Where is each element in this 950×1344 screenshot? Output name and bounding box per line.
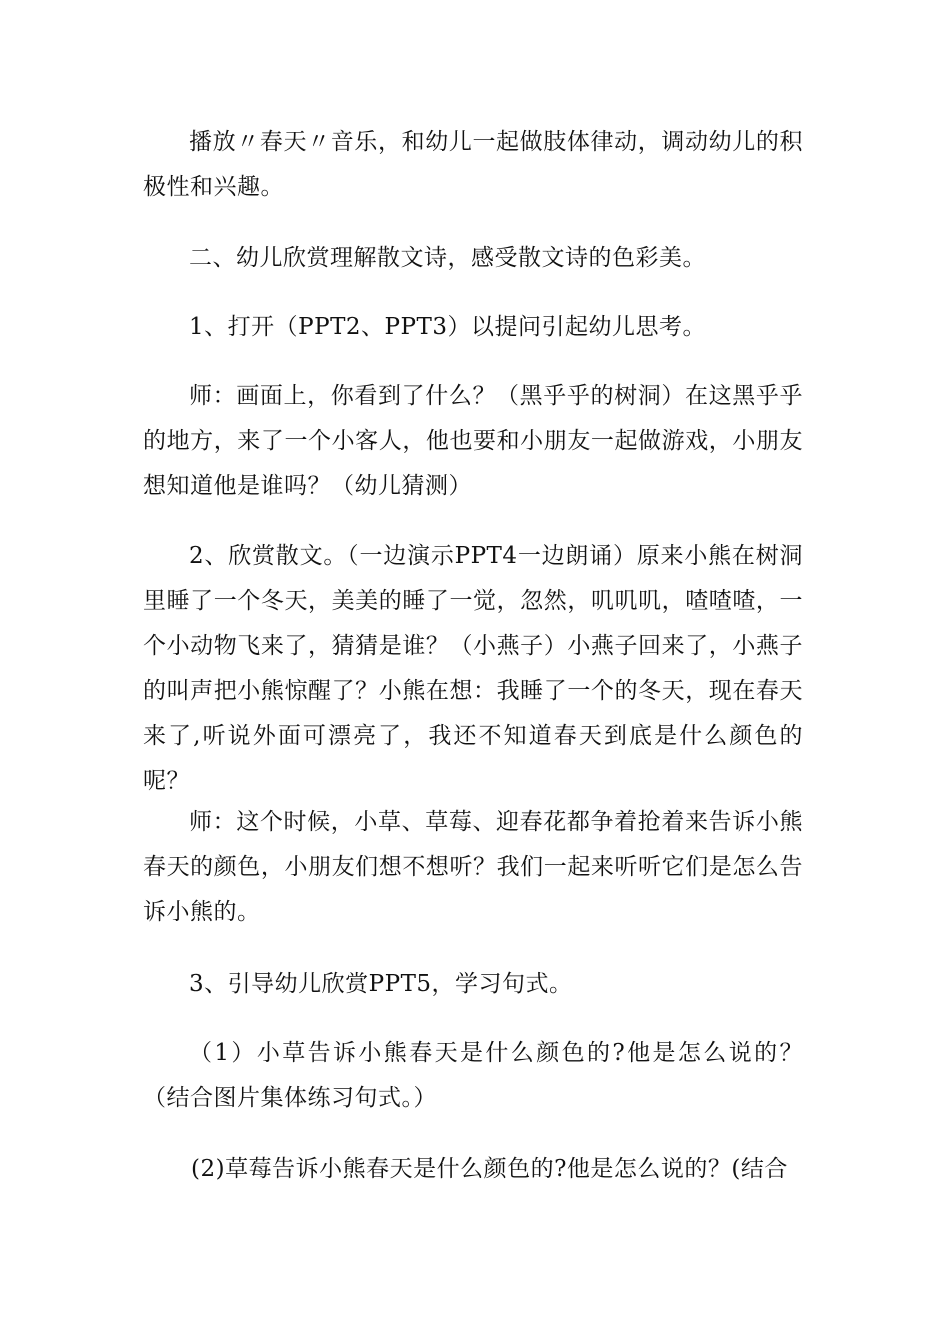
paragraph-teacher-colors: 师：这个时候，小草、草莓、迎春花都争着抢着来告诉小熊春天的颜色，小朋友们想不想听？我们一起来听听它们是怎么告诉小熊的。 xyxy=(143,809,803,925)
paragraph-teacher-question: 师：画面上，你看到了什么？（黑乎乎的树洞）在这黑乎乎的地方，来了一个小客人，他也要和小朋友一起做游戏，小朋友想知道他是谁吗？（幼儿猜测） xyxy=(143,383,803,499)
paragraph-strawberry-question: (2)草莓告诉小熊春天是什么颜色的?他是怎么说的？(结合 xyxy=(191,1156,788,1182)
paragraph-grass-question: （1）小草告诉小熊春天是什么颜色的?他是怎么说的？（结合图片集体练习句式。） xyxy=(143,1040,803,1111)
paragraph-section-two-heading: 二、幼儿欣赏理解散文诗，感受散文诗的色彩美。 xyxy=(189,245,706,271)
paragraph-step-three: 3、引导幼儿欣赏PPT5，学习句式。 xyxy=(189,971,573,997)
paragraph-step-two: 2、欣赏散文。（一边演示PPT4一边朗诵）原来小熊在树洞里睡了一个冬天，美美的睡了一觉，忽然，叽叽叽，喳喳喳，一个小动物飞来了，猜猜是谁？（小燕子）小燕子回来了，小燕子的叫声把小熊惊醒了？小熊在想：我睡了一个的冬天，现在春天来了,听说外面可漂亮了，我还不知道春天到底是什么颜色的呢？ xyxy=(143,543,803,794)
paragraph-step-one: 1、打开（PPT2、PPT3）以提问引起幼儿思考。 xyxy=(189,314,706,340)
paragraph-warmup-music: 播放〃春天〃音乐，和幼儿一起做肢体律动，调动幼儿的积极性和兴趣。 xyxy=(143,129,803,200)
